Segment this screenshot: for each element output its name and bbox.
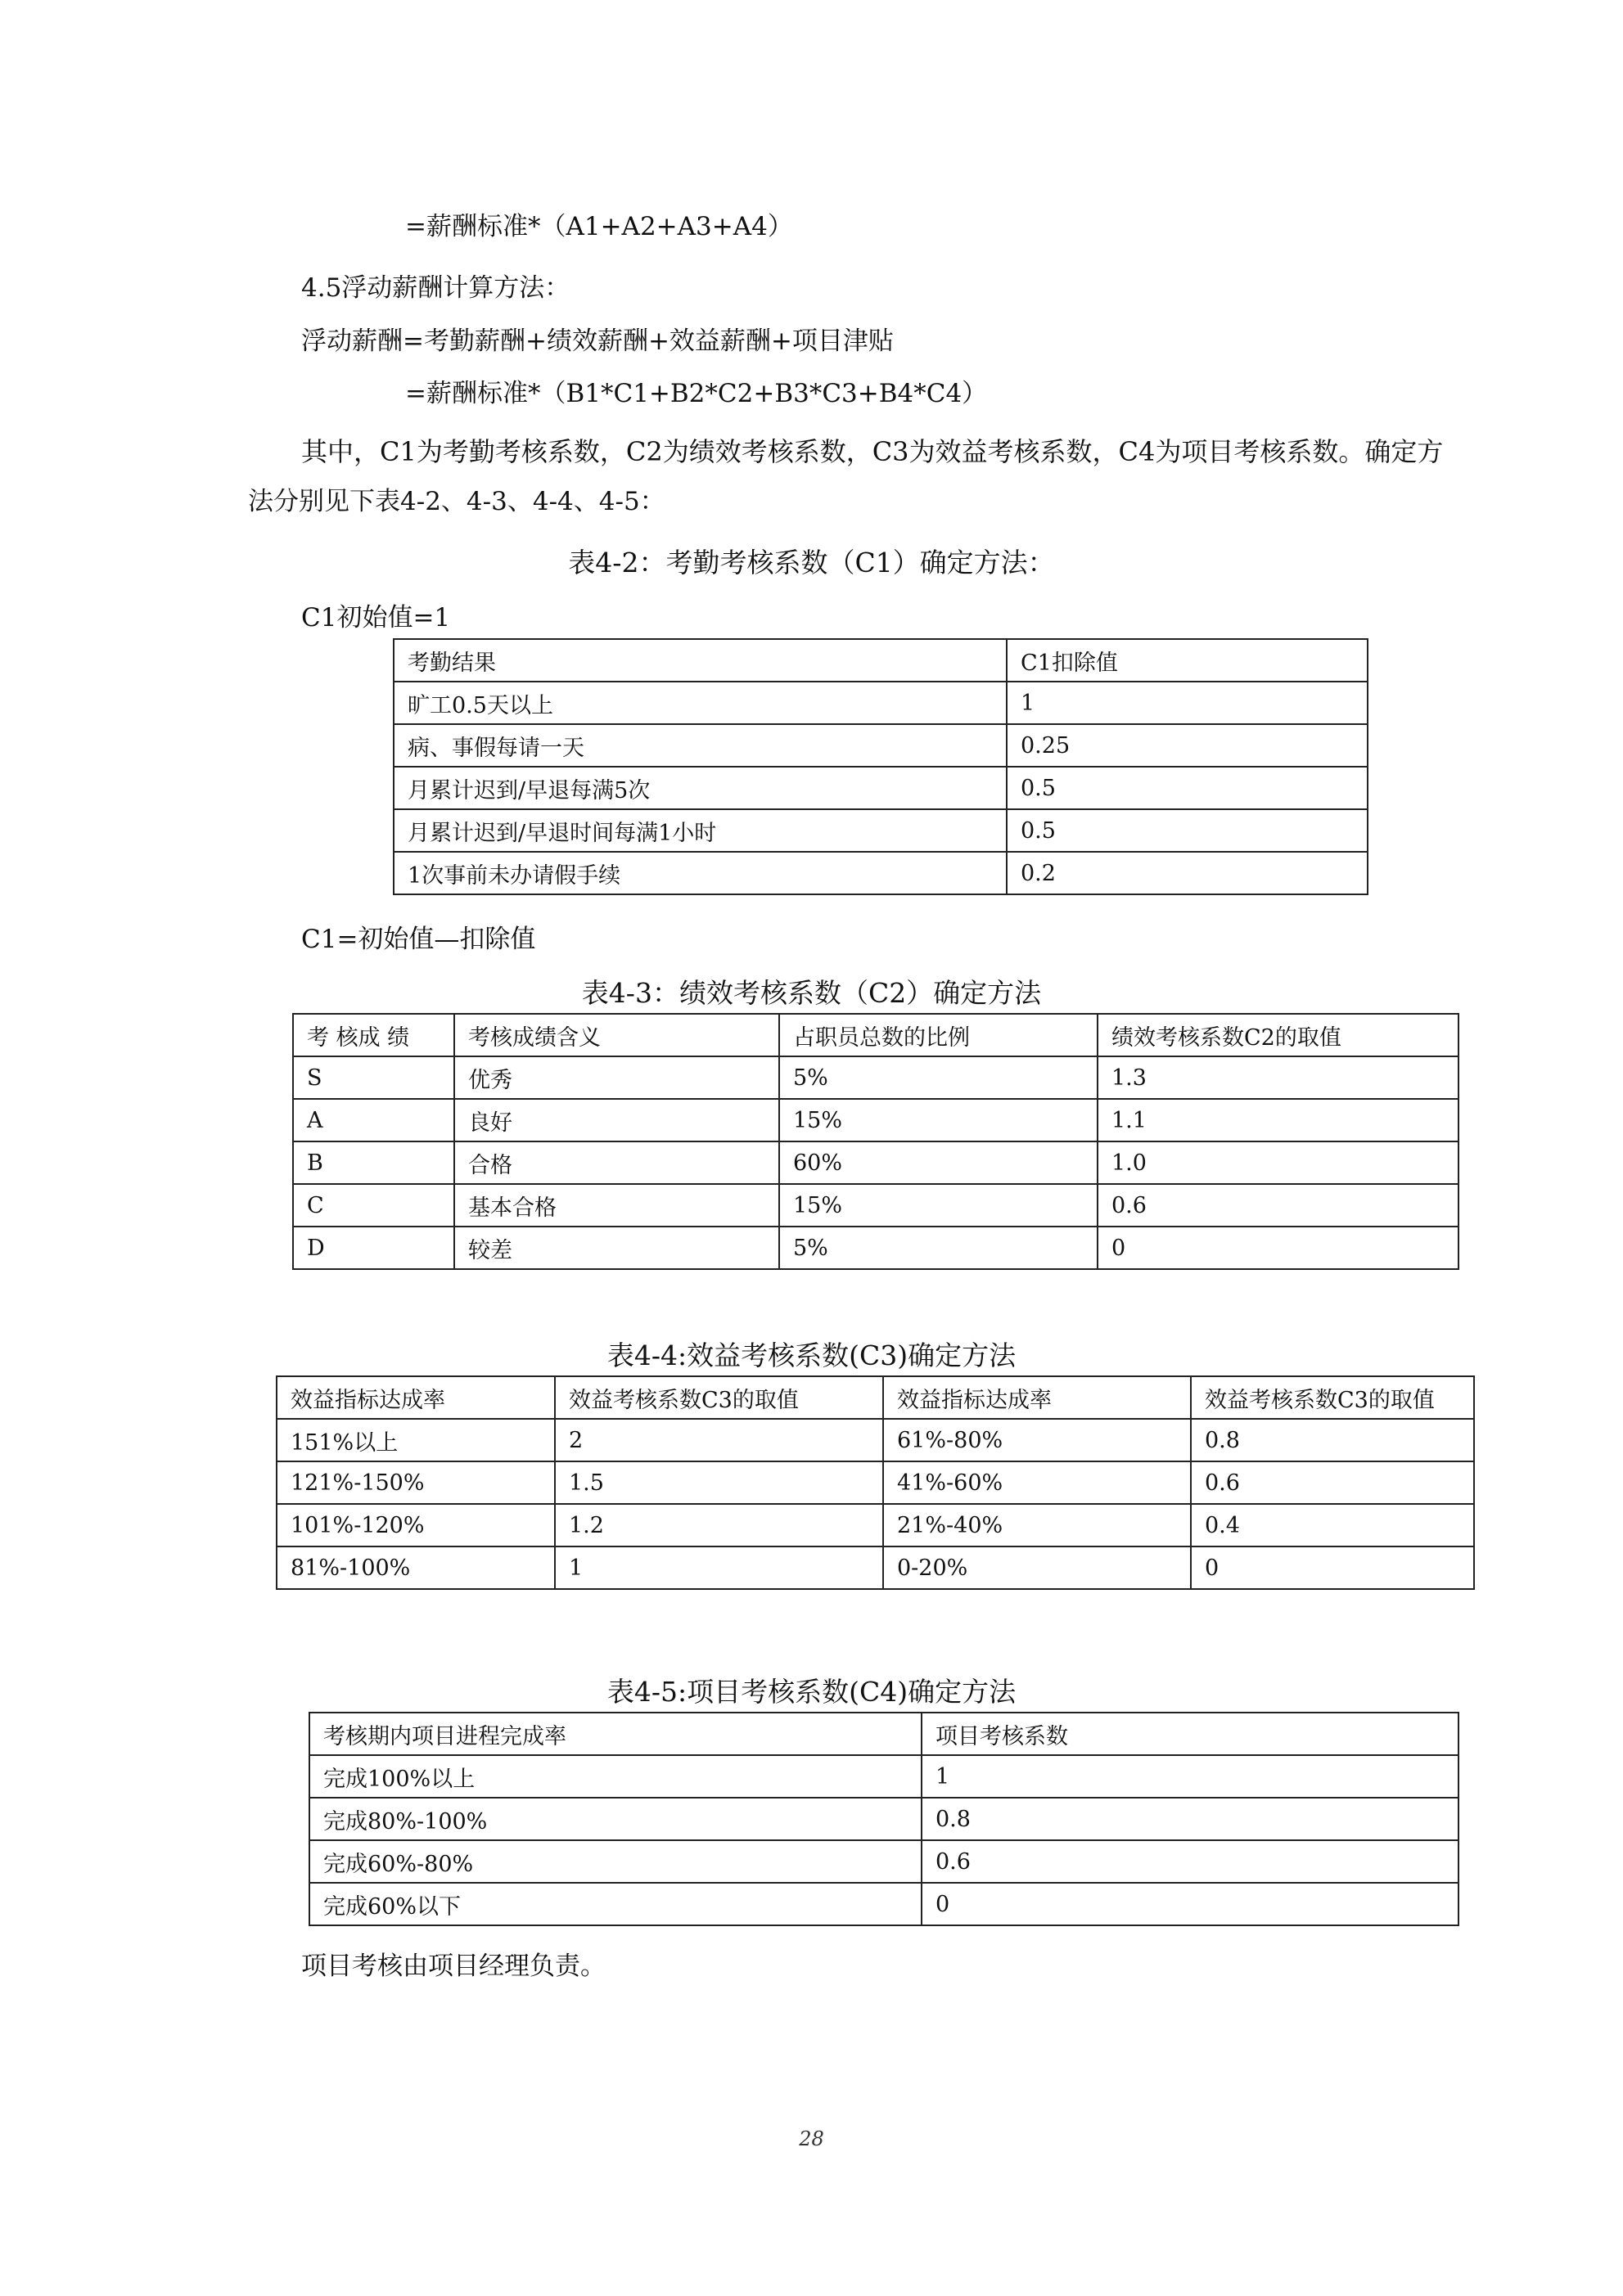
table-cell: 病、事假每请一天 bbox=[394, 724, 1007, 767]
table-cell: 1.2 bbox=[555, 1504, 883, 1546]
table-cell: D bbox=[293, 1227, 454, 1269]
table-4-3-caption: 表4-3：绩效考核系数（C2）确定方法 bbox=[581, 977, 1042, 1009]
table-cell: S bbox=[293, 1056, 454, 1099]
table-cell: 完成100%以上 bbox=[309, 1755, 922, 1798]
table-cell: 1.0 bbox=[1098, 1141, 1458, 1184]
c1-initial-value-note: C1初始值=1 bbox=[301, 603, 451, 633]
intro-paragraph-line2: 法分别见下表4-2、4-3、4-4、4-5： bbox=[248, 487, 665, 516]
table-cell: 完成60%以下 bbox=[309, 1883, 922, 1925]
table-cell: 项目考核系数 bbox=[922, 1713, 1458, 1755]
table-row bbox=[293, 1014, 1458, 1056]
formula-a-continuation: =薪酬标准*（A1+A2+A3+A4） bbox=[405, 212, 793, 241]
table-cell: 0 bbox=[1098, 1227, 1458, 1269]
table-4-3 bbox=[292, 1013, 1459, 1270]
table-cell: 151%以上 bbox=[277, 1419, 555, 1461]
table-cell: C1扣除值 bbox=[1007, 639, 1368, 682]
table-row bbox=[309, 1883, 1458, 1925]
table-row bbox=[394, 682, 1368, 724]
table-row bbox=[394, 852, 1368, 894]
table-row bbox=[277, 1419, 1474, 1461]
table-cell: 1次事前未办请假手续 bbox=[394, 852, 1007, 894]
section-heading-4-5: 4.5浮动薪酬计算方法： bbox=[301, 273, 570, 303]
table-cell: 15% bbox=[779, 1184, 1098, 1227]
table-cell: 基本合格 bbox=[454, 1184, 779, 1227]
table-cell: 0.6 bbox=[1098, 1184, 1458, 1227]
table-cell: 绩效考核系数C2的取值 bbox=[1098, 1014, 1458, 1056]
table-4-2-caption: 表4-2：考勤考核系数（C1）确定方法： bbox=[568, 547, 1055, 579]
table-cell: 60% bbox=[779, 1141, 1098, 1184]
table-row bbox=[309, 1798, 1458, 1840]
table-cell: 月累计迟到/早退每满5次 bbox=[394, 767, 1007, 809]
table-cell: 41%-60% bbox=[883, 1461, 1191, 1504]
table-cell: B bbox=[293, 1141, 454, 1184]
table-row bbox=[394, 767, 1368, 809]
table-cell: 5% bbox=[779, 1227, 1098, 1269]
float-salary-formula-continuation: =薪酬标准*（B1*C1+B2*C2+B3*C3+B4*C4） bbox=[405, 379, 988, 408]
table-row bbox=[309, 1840, 1458, 1883]
table-cell: 完成80%-100% bbox=[309, 1798, 922, 1840]
table-cell: 61%-80% bbox=[883, 1419, 1191, 1461]
table-cell: 0.6 bbox=[922, 1840, 1458, 1883]
table-row bbox=[394, 809, 1368, 852]
table-cell: 1.5 bbox=[555, 1461, 883, 1504]
table-cell: 考 核成 绩 bbox=[293, 1014, 454, 1056]
table-cell: 效益考核系数C3的取值 bbox=[555, 1376, 883, 1419]
table-cell: 1.1 bbox=[1098, 1099, 1458, 1141]
table-cell: 合格 bbox=[454, 1141, 779, 1184]
table-cell: 占职员总数的比例 bbox=[779, 1014, 1098, 1056]
table-row bbox=[293, 1184, 1458, 1227]
table-cell: 月累计迟到/早退时间每满1小时 bbox=[394, 809, 1007, 852]
table-cell: 0.5 bbox=[1007, 767, 1368, 809]
table-cell: 良好 bbox=[454, 1099, 779, 1141]
table-4-4 bbox=[276, 1375, 1475, 1590]
table-cell: 优秀 bbox=[454, 1056, 779, 1099]
table-row bbox=[277, 1504, 1474, 1546]
table-cell: 考勤结果 bbox=[394, 639, 1007, 682]
table-cell: 21%-40% bbox=[883, 1504, 1191, 1546]
table-cell: 5% bbox=[779, 1056, 1098, 1099]
table-row bbox=[293, 1056, 1458, 1099]
table-cell: 0.2 bbox=[1007, 852, 1368, 894]
table-row bbox=[293, 1227, 1458, 1269]
table-4-5 bbox=[309, 1712, 1459, 1926]
table-row bbox=[394, 639, 1368, 682]
table-row bbox=[277, 1546, 1474, 1589]
table-cell: 1 bbox=[922, 1755, 1458, 1798]
table-cell: 1 bbox=[1007, 682, 1368, 724]
table-cell: 15% bbox=[779, 1099, 1098, 1141]
table-4-2 bbox=[393, 638, 1368, 895]
float-salary-formula: 浮动薪酬=考勤薪酬+绩效薪酬+效益薪酬+项目津贴 bbox=[301, 326, 894, 356]
table-cell: 0.8 bbox=[922, 1798, 1458, 1840]
table-cell: A bbox=[293, 1099, 454, 1141]
table-cell: 1 bbox=[555, 1546, 883, 1589]
table-cell: 0.8 bbox=[1191, 1419, 1474, 1461]
table-cell: 考核成绩含义 bbox=[454, 1014, 779, 1056]
table-row bbox=[277, 1376, 1474, 1419]
table-cell: 0.25 bbox=[1007, 724, 1368, 767]
table-cell: 旷工0.5天以上 bbox=[394, 682, 1007, 724]
table-4-5-caption: 表4-5:项目考核系数(C4)确定方法 bbox=[606, 1676, 1017, 1708]
project-review-note: 项目考核由项目经理负责。 bbox=[301, 1952, 606, 1981]
table-cell: 1.3 bbox=[1098, 1056, 1458, 1099]
table-row bbox=[309, 1713, 1458, 1755]
table-cell: 0-20% bbox=[883, 1546, 1191, 1589]
table-cell: 效益考核系数C3的取值 bbox=[1191, 1376, 1474, 1419]
table-row bbox=[309, 1755, 1458, 1798]
c1-formula-note: C1=初始值—扣除值 bbox=[301, 925, 536, 954]
intro-paragraph-line1: 其中，C1为考勤考核系数，C2为绩效考核系数，C3为效益考核系数，C4为项目考核系数。确定方 bbox=[301, 436, 1444, 467]
table-cell: 0.5 bbox=[1007, 809, 1368, 852]
table-cell: 效益指标达成率 bbox=[277, 1376, 555, 1419]
table-cell: 101%-120% bbox=[277, 1504, 555, 1546]
table-cell: 0 bbox=[922, 1883, 1458, 1925]
table-cell: 效益指标达成率 bbox=[883, 1376, 1191, 1419]
table-row bbox=[293, 1099, 1458, 1141]
table-4-4-caption: 表4-4:效益考核系数(C3)确定方法 bbox=[606, 1339, 1017, 1371]
table-cell: 81%-100% bbox=[277, 1546, 555, 1589]
table-cell: 较差 bbox=[454, 1227, 779, 1269]
table-cell: 0 bbox=[1191, 1546, 1474, 1589]
table-row bbox=[293, 1141, 1458, 1184]
table-cell: 完成60%-80% bbox=[309, 1840, 922, 1883]
table-cell: 2 bbox=[555, 1419, 883, 1461]
table-cell: 0.6 bbox=[1191, 1461, 1474, 1504]
table-row bbox=[277, 1461, 1474, 1504]
table-cell: 考核期内项目进程完成率 bbox=[309, 1713, 922, 1755]
page-number: 28 bbox=[799, 2127, 824, 2150]
table-cell: 121%-150% bbox=[277, 1461, 555, 1504]
table-cell: C bbox=[293, 1184, 454, 1227]
table-row bbox=[394, 724, 1368, 767]
table-cell: 0.4 bbox=[1191, 1504, 1474, 1546]
